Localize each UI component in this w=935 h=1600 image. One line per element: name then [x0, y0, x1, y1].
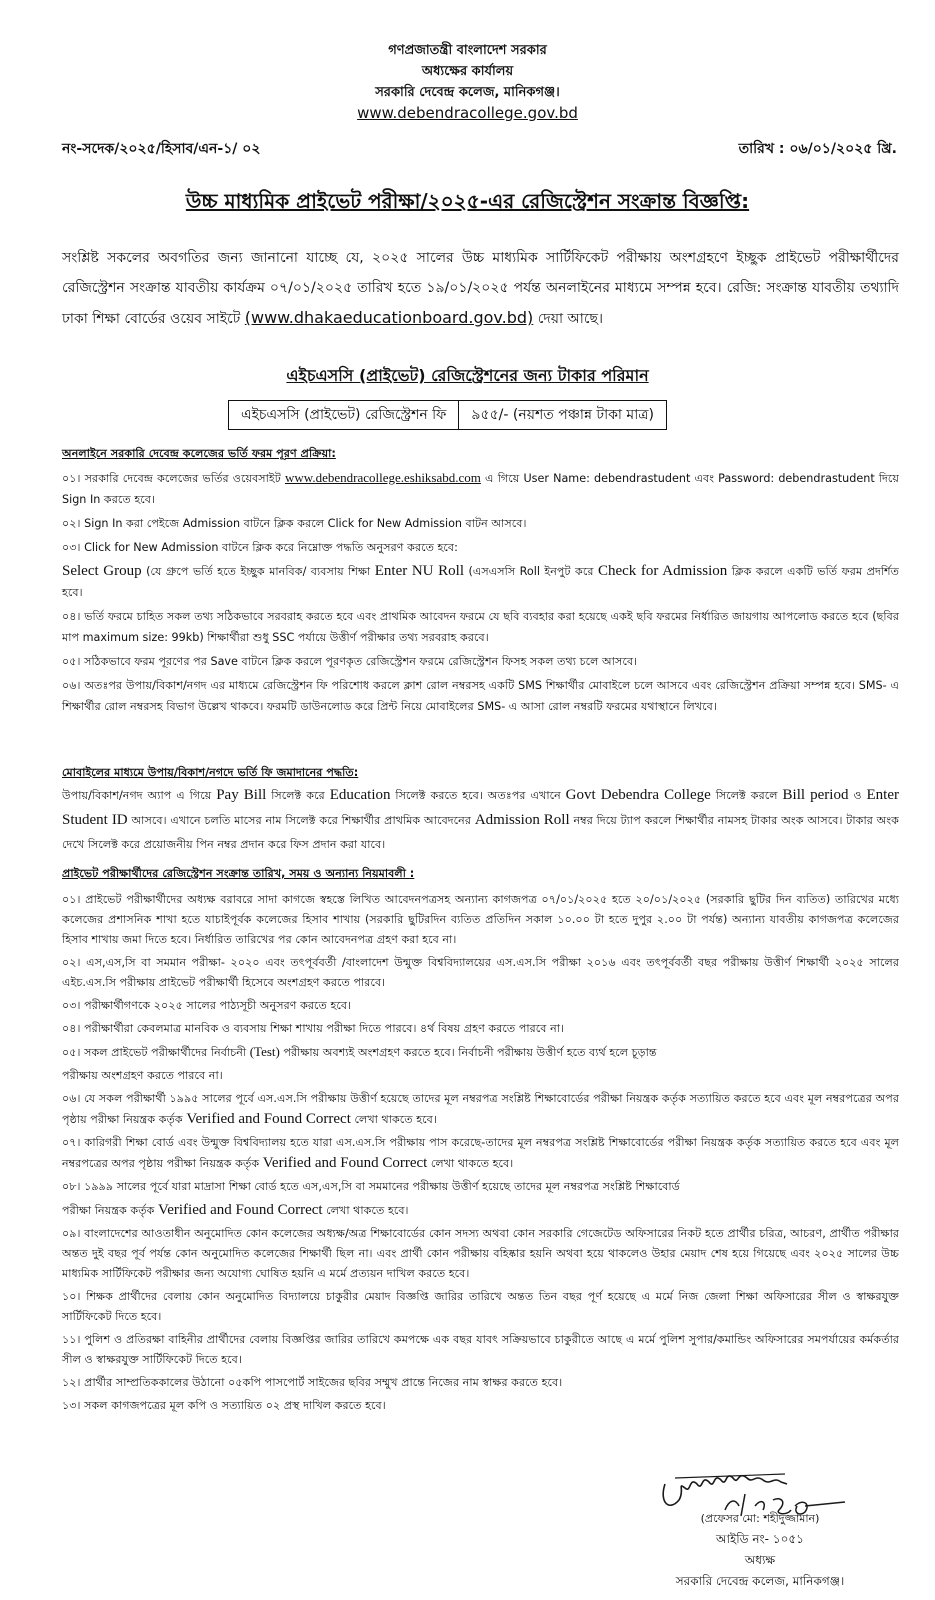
online-process-section: [62, 443, 899, 717]
signatory-id: আইডি নং- ১০৫১: [716, 1532, 804, 1546]
college-website-link[interactable]: www.debendracollege.gov.bd: [357, 104, 578, 122]
notice-date: তারিখ : ০৬/০১/২০২৫ খ্রি.: [738, 141, 897, 157]
office-name: অধ্যক্ষের কার্যালয়: [421, 64, 514, 79]
letterhead: [0, 40, 935, 124]
rules-heading: প্রাইভেট পরীক্ষার্থীদের রেজিস্ট্রেশন সংক্রান্ত তারিখ, সময় ও অন্যান্য নিয়মাবলী :: [62, 867, 415, 880]
step-6: ০৬। অতঃপর উপায়/বিকাশ/নগদ এর মাধ্যমে রেজিস্ট্রেশন ফি পরিশোধ করলে ক্লাশ রোল নম্বরসহ একটি SMS শিক্ষার্থীর মোবাইলে চলে আসবে এবং রেজিস্ট্রেশন প্রক্রিয়া সম্পন্ন হবে। SMS- এ শিক্ষার্থীর রোল নম্বরসহ বিভাগ উল্লেখ থাকবে। ফরমটি ডাউনলোড করে প্রিন্ট নিয়ে মোবাইলের SMS- এ আসা রোল নম্বরটি ফরমের যথাস্থানে লিখবে।: [62, 679, 899, 713]
rule-3: ০৩। পরীক্ষার্থীগণকে ২০২৫ সালের পাঠ্যসূচী অনুসরণ করতে হবে।: [62, 999, 352, 1012]
rule-12: ১২। প্রার্থীর সাম্প্রতিককালের উঠানো ০৫কপি পাসপোর্ট সাইজের ছবির সম্মুখ প্রান্তে নিজের নাম স্বাক্ষর করতে হবে।: [62, 1376, 563, 1389]
rule-10: ১০। শিক্ষক প্রার্থীদের বেলায় কোন অনুমোদিত বিদ্যালয়ে চাকুরীর মেয়াদ বিজ্ঞপ্তি জারির তারিখে অন্তত তিন বছর পূর্ণ হয়েছে এ মর্মে নিজ জেলা শিক্ষা অফিসারের সীল ও স্বাক্ষরযুক্ত সার্টিফিকেট দিতে হবে।: [62, 1290, 899, 1323]
rule-4: ০৪। পরীক্ষার্থীরা কেবলমাত্র মানবিক ও ব্যবসায় শিক্ষা শাখায় পরীক্ষা দিতে পারবে। ৪র্থ বিষয় গ্রহণ করতে পারবে না।: [62, 1022, 565, 1035]
rule-2: ০২। এস,এস,সি বা সমমান পরীক্ষা- ২০২০ এবং তৎপূর্ববর্তী /বাংলাদেশ উন্মুক্ত বিশ্ববিদ্যালয়ের এস.এস.সি পরীক্ষা ২০১৬ এবং তৎপূর্ববর্তী বছর পরীক্ষায় উত্তীর্ণ শিক্ষার্থী ২০২৫ সালের এইচ.এস.সি পরীক্ষায় প্রাইভেট পরীক্ষার্থী হিসেবে অংশগ্রহণ করতে পারবে।: [62, 956, 899, 989]
step-4: ০৪। ভর্তি ফরমে চাহিত সকল তথ্য সঠিকভাবে সরবরাহ করতে হবে এবং প্রাথমিক আবেদন ফরমে যে ছবি ব্যবহার করা হয়েছে একই ছবি ফরমের নির্ধারিত জায়গায় আপলোড করতে হবে (ছবির মাপ maximum size: 99kb) শিক্ষার্থীরা শুধু SSC পর্যায়ে উত্তীর্ণ পরীক্ষার তথ্য সরবরাহ করবে।: [62, 610, 899, 644]
signatory-office: সরকারি দেবেন্দ্র কলেজ, মানিকগঞ্জ।: [675, 1574, 845, 1588]
signature-block: [645, 1508, 875, 1592]
step-3: ০৩। Click for New Admission বাটনে ক্লিক করে নিম্নোক্ত পদ্ধতি অনুসরণ করতে হবে:: [62, 541, 458, 554]
rule-8-cont: পরীক্ষা নিয়ন্ত্রক কর্তৃক Verified and Found Correct লেখা থাকতে হবে।: [62, 1202, 409, 1218]
rules-section: [62, 864, 899, 1416]
fee-amount: ৯৫৫/- (নয়শত পঞ্চান্ন টাকা মাত্র): [458, 401, 666, 429]
rule-5: ০৫। সকল প্রাইভেট পরীক্ষার্থীদের নির্বাচনী (Test) পরীক্ষায় অবশ্যই অংশগ্রহণ করতে হবে। নির্বাচনী পরীক্ষায় উত্তীর্ণ হতে ব্যর্থ হলে চূড়ান্ত: [62, 1044, 657, 1059]
notice-title: উচ্চ মাধ্যমিক প্রাইভেট পরীক্ষা/২০২৫-এর রেজিস্ট্রেশন সংক্রান্ত বিজ্ঞপ্তি:: [185, 189, 750, 213]
mobile-payment-heading: মোবাইলের মাধ্যমে উপায়/বিকাশ/নগদে ভর্তি ফি জমাদানের পদ্ধতি:: [62, 766, 359, 779]
rule-6: ০৬। যে সকল পরীক্ষার্থী ১৯৯৫ সালের পূর্বে এস.এস.সি পরীক্ষায় উত্তীর্ণ হয়েছে তাদের মূল নম্বরপত্র সংশ্লিষ্ট শিক্ষাবোর্ডের পরীক্ষা নিয়ন্ত্রক কর্তৃক সত্যায়িত করতে হবে এবং মূল নম্বরপত্রের অপর পৃষ্ঠায় পরীক্ষা নিয়ন্ত্রক কর্তৃক Verified and Found Correct লেখা থাকতে হবে।: [62, 1092, 899, 1127]
rule-8: ০৮। ১৯৯৯ সালের পূর্বে যারা মাদ্রাসা শিক্ষা বোর্ড হতে এস,এস,সি বা সমমানের পরীক্ষায় উত্তীর্ণ হয়েছে তাদের মূল নম্বরপত্র সংশ্লিষ্ট শিক্ষাবোর্ড: [62, 1180, 680, 1193]
signatory-designation: অধ্যক্ষ: [744, 1553, 776, 1567]
fee-heading: এইচএসসি (প্রাইভেট) রেজিস্ট্রেশনের জন্য টাকার পরিমান: [286, 366, 649, 385]
rule-9: ০৯। বাংলাদেশের আওতাধীন অনুমোদিত কোন কলেজের অধ্যক্ষ/অত্র শিক্ষাবোর্ডের কোন সদস্য অথবা কোন সরকারি গেজেটেড অফিসারের নিকট হতে প্রার্থীর চরিত্র, আচরণ, প্রার্থীত পরীক্ষার অন্তত দুই বছর পূর্ব পর্যন্ত কোন অনুমোদিত কলেজের শিক্ষার্থী ছিল না। এবং প্রার্থী কোন পরীক্ষায় বহিষ্কার হয়নি অথবা হয়ে থাকলেও উহার মেয়াদ শেষ হয়ে গিয়েছে এবং ২০২৫ সালের উচ্চ মাধ্যমিক সার্টিফিকেট পরীক্ষার জন্য অযোগ্য ঘোষিত হয়নি এ মর্মে প্রত্যয়ন দাখিল করতে হবে।: [62, 1227, 899, 1280]
memo-number: নং-সদেক/২০২৫/হিসাব/এন-১/ ০২: [62, 141, 261, 157]
step-5: ০৫। সঠিকভাবে ফরম পূরণের পর Save বাটনে ক্লিক করলে পূরণকৃত রেজিস্ট্রেশন ফরমে রেজিস্ট্রেশন ফিসহ সকল তথ্য চলে আসবে।: [62, 655, 638, 668]
rule-1: ০১। প্রাইভেট পরীক্ষার্থীদের অধ্যক্ষ বরাবরে সাদা কাগজে স্বহস্তে লিখিত আবেদনপত্রসহ অন্যান্য কাগজপত্র ০৭/০১/২০২৫ হতে ২০/০১/২০২৫ (সরকারি ছুটির দিন ব্যতিত) তারিখের মধ্যে কলেজের প্রশাসনিক শাখা হতে যাচাইপূর্বক কলেজের হিসাব শাখায় (সরকারি ছুটিরদিন ব্যতিত প্রতিদিন সকাল ১০.০০ টা হতে দুপুর ২.০০ টা পর্যন্ত) অন্যান্য যাবতীয় কাগজপত্র কলেজের হিসাব শাখায় জমা দিতে হবে। নির্ধারিত তারিখের পর কোন আবেদনপত্র গ্রহণ করা হবে না।: [62, 893, 899, 946]
step-3-detail: Select Group (যে গ্রুপে ভর্তি হতে ইচ্ছুক মানবিক/ ব্যবসায় শিক্ষা Enter NU Roll (এসএসসি Roll ইনপুট করে Check for Admission ক্লিক করলে একটি ভর্তি ফরম প্রদর্শিত হবে।: [62, 563, 900, 599]
college-name: সরকারি দেবেন্দ্র কলেজ, মানিকগঞ্জ।: [375, 85, 560, 100]
admission-portal-link[interactable]: www.debendracollege.eshiksabd.com: [285, 470, 481, 485]
intro-paragraph: সংশ্লিষ্ট সকলের অবগতির জন্য জানানো যাচ্ছে যে, ২০২৫ সালের উচ্চ মাধ্যমিক সার্টিফিকেট পরীক্ষায় অংশগ্রহণে ইচ্ছুক প্রাইভেট পরীক্ষার্থীদের রেজিস্ট্রেশন সংক্রান্ত যাবতীয় কার্যক্রম ০৭/০১/২০২৫ তারিখ হতে ১৯/০১/২০২৫ পর্যন্ত অনলাইনের মাধ্যমে সম্পন্ন হবে। রেজি: সংক্রান্ত যাবতীয় তথ্যাদি ঢাকা শিক্ষা বোর্ডের ওয়েব সাইটে (www.dhakaeducationboard.gov.bd) দেয়া আছে।: [62, 250, 899, 327]
reference-row: [62, 137, 897, 161]
rule-5-cont: পরীক্ষায় অংশগ্রহণ করতে পারবে না।: [62, 1069, 223, 1082]
rule-11: ১১। পুলিশ ও প্রতিরক্ষা বাহিনীর প্রার্থীদের বেলায় বিজ্ঞপ্তির জারির তারিখে কমপক্ষে এক বছর যাবৎ সক্রিয়ভাবে চাকুরীতে আছে এ মর্মে পুলিশ সুপার/কমান্ডিং অফিসারের সমপর্যায়ের কর্মকর্তার সীল ও স্বাক্ষরযুক্ত সার্টিফিকেট দিতে হবে।: [62, 1333, 899, 1366]
rule-13: ১৩। সকল কাগজপত্রের মূল কপি ও সত্যায়িত ০২ প্রস্থ দাখিল করতে হবে।: [62, 1399, 386, 1412]
online-process-heading: অনলাইনে সরকারি দেবেন্দ্র কলেজের ভর্তি ফরম পূরণ প্রক্রিয়া:: [62, 447, 336, 460]
mobile-payment-text: উপায়/বিকাশ/নগদ অ্যাপ এ গিয়ে Pay Bill সিলেক্ট করে Education সিলেক্ট করতে হবে। অতঃপর এখানে Govt Debendra College সিলেক্ট করলে Bill period ও Enter Student ID আসবে। এখানে চলতি মাসের নাম সিলেক্ট করে শিক্ষার্থীর প্রাথমিক আবেদনের Admission Roll নম্বর দিয়ে ট্যাপ করলে শিক্ষার্থীর নামসহ টাকার অংক আসবে। টাকার অংক দেখে সিলেক্ট করে প্রয়োজনীয় পিন নম্বর প্রদান করে ফিস প্রদান করা যাবে।: [62, 787, 899, 851]
dhaka-board-link[interactable]: (www.dhakaeducationboard.gov.bd): [244, 308, 534, 327]
fee-label: এইচএসসি (প্রাইভেট) রেজিস্ট্রেশন ফি: [241, 407, 447, 423]
fee-table: [228, 400, 667, 430]
step-1: ০১। সরকারি দেবেন্দ্র কলেজের ভর্তির ওয়েবসাইট www.debendracollege.eshiksabd.com এ গিয়ে User Name: debendrastudent এবং Password: debendrastudent দিয়ে Sign In করতে হবে।: [62, 470, 900, 506]
rule-7: ০৭। কারিগরী শিক্ষা বোর্ড এবং উন্মুক্ত বিশ্ববিদ্যালয় হতে যারা এস.এস.সি পরীক্ষায় পাস করেছে-তাদের মূল নম্বরপত্র সংশ্লিষ্ট শিক্ষাবোর্ডের পরীক্ষা নিয়ন্ত্রক কর্তৃক সত্যায়িত করতে হবে এবং মূল নম্বরপত্রের অপর পৃষ্ঠায় পরীক্ষা নিয়ন্ত্রক কর্তৃক Verified and Found Correct লেখা থাকতে হবে।: [62, 1136, 899, 1171]
govt-name: গণপ্রজাতন্ত্রী বাংলাদেশ সরকার: [388, 43, 547, 58]
signatory-name: (প্রফেসর মো: শহীদুজ্জামান): [700, 1512, 820, 1525]
step-2: ০২। Sign In করা পেইজে Admission বাটনে ক্লিক করলে Click for New Admission বাটন আসবে।: [62, 517, 527, 530]
mobile-payment-section: [62, 762, 899, 857]
